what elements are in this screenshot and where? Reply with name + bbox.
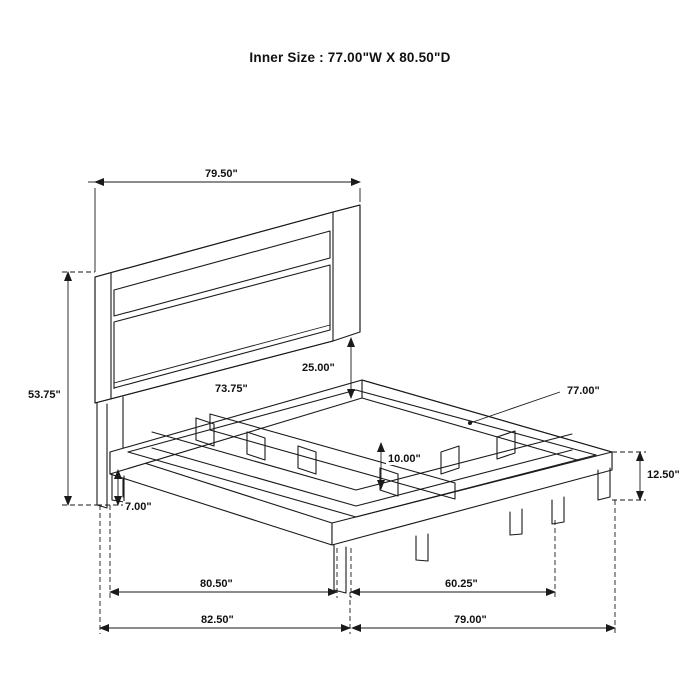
- dimension-label-headboard-height: 53.75": [28, 389, 61, 401]
- page-title: Inner Size : 77.00"W X 80.50"D: [249, 50, 451, 65]
- dimension-label-deck-height: 10.00": [388, 453, 421, 465]
- dimension-label-overall-length: 82.50": [201, 614, 234, 626]
- dimension-label-headboard-panel-height: 25.00": [302, 362, 335, 374]
- dimension-label-rail-inner-width: 77.00": [567, 385, 600, 397]
- dimension-label-headboard-width: 79.50": [205, 168, 238, 180]
- dimension-label-overall-depth: 79.00": [454, 614, 487, 626]
- dimension-label-footboard-span: 60.25": [445, 578, 478, 590]
- dimension-label-leg-height: 7.00": [125, 501, 152, 513]
- dimension-label-headboard-panel-width: 73.75": [215, 383, 248, 395]
- dimension-label-inner-length: 80.50": [200, 578, 233, 590]
- dimension-label-side-rail-height: 12.50": [647, 469, 680, 481]
